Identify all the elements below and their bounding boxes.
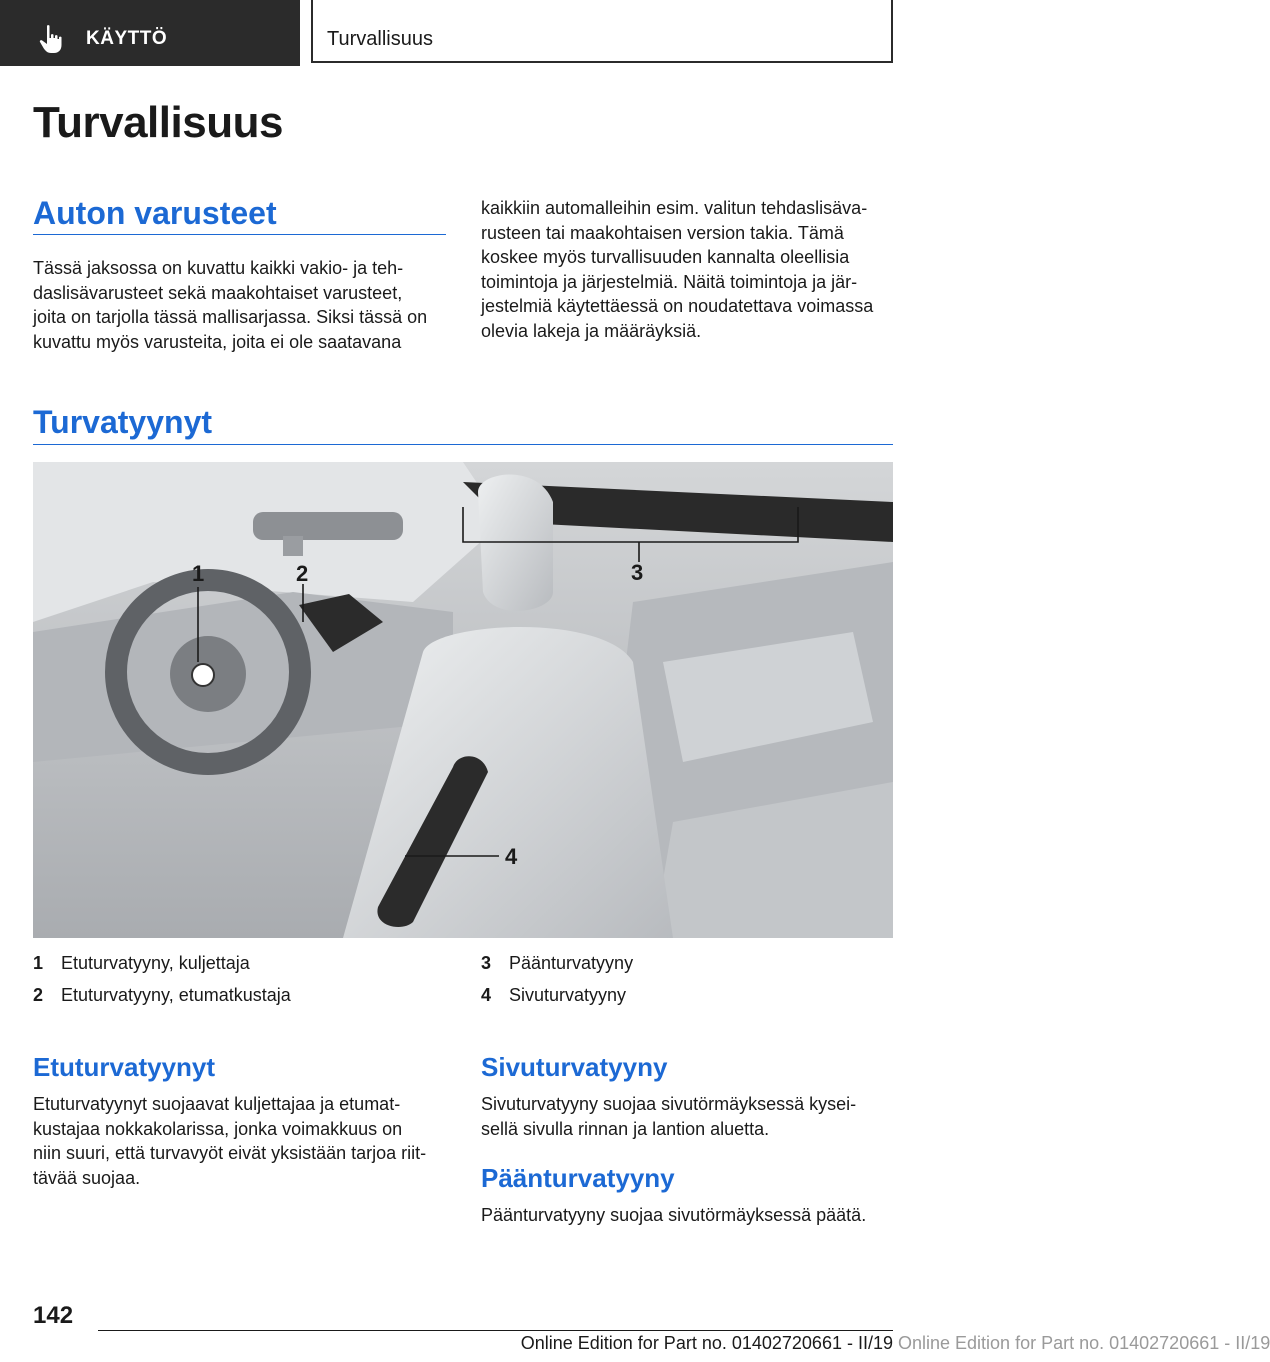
- caption-text: Etuturvatyyny, kuljettaja: [61, 953, 250, 973]
- front-airbags-text: [33, 1092, 458, 1190]
- side-airbag-heading: Sivuturvatyyny: [481, 1052, 668, 1082]
- callout-1: 1: [192, 561, 205, 586]
- airbag-figure: [33, 462, 893, 938]
- footer-edition-text: Online Edition for Part no. 01402720661 - II/19: [520, 1333, 893, 1353]
- head-airbag-heading: Päänturvatyyny: [481, 1163, 675, 1193]
- equipment-rule: [33, 234, 446, 235]
- page-number: 142: [33, 1302, 74, 1329]
- caption-number: 3: [481, 953, 492, 973]
- airbags-rule: [33, 444, 893, 445]
- footer-rule: [98, 1330, 893, 1331]
- caption-text: Sivuturvatyyny: [509, 985, 627, 1005]
- text-line: Sivuturvatyyny suojaa sivutörmäyksessä kysei-: [481, 1094, 857, 1114]
- text-line: joita on tarjolla tässä mallisarjassa. Siksi tässä on: [33, 307, 428, 327]
- front-airbags-heading: Etuturvatyynyt: [33, 1052, 216, 1082]
- text-line: daslisävarusteet sekä maakohtaiset varusteet,: [33, 282, 403, 303]
- caption-number: 1: [33, 953, 44, 973]
- text-line: rusteen tai maakohtaisen version takia. Tämä: [481, 222, 844, 243]
- text-line: sellä sivulla rinnan ja lantion aluetta.: [481, 1118, 770, 1139]
- text-line: kaikkiin automalleihin esim. valitun tehdaslisäva-: [481, 198, 868, 218]
- text-line: kuvattu myös varusteita, joita ei ole saatavana: [33, 331, 402, 352]
- text-line: jestelmiä käytettäessä on noudatettava voimassa: [481, 296, 874, 316]
- header-chapter-label: Turvallisuus: [327, 28, 433, 50]
- text-line: Etuturvatyynyt suojaavat kuljettajaa ja etumat-: [33, 1094, 401, 1114]
- footer-watermark: Online Edition for Part no. 01402720661 - II/19: [898, 1333, 1270, 1353]
- equipment-text-right: [481, 196, 901, 343]
- text-line: kustajaa nokkakolarissa, jonka voimakkuus on: [33, 1118, 403, 1139]
- page-title: Turvallisuus: [33, 98, 283, 147]
- equipment-heading: Auton varusteet: [33, 195, 277, 231]
- airbags-heading: Turvatyynyt: [33, 404, 213, 440]
- pointing-hand-icon: [38, 24, 66, 54]
- header-section-label: KÄYTTÖ: [86, 28, 168, 49]
- callout-3: 3: [631, 560, 644, 585]
- side-airbag-text: [481, 1092, 901, 1141]
- callout-2: 2: [296, 561, 309, 586]
- caption-number: 2: [33, 985, 44, 1005]
- text-line: koskee myös turvallisuuden kannalta oleellisia: [481, 247, 850, 267]
- equipment-text-left: [33, 256, 453, 354]
- text-line: niin suuri, että turvavyöt eivät yksistään tarjoa riit-: [33, 1143, 427, 1163]
- text-line: toimintoja ja järjestelmiä. Näitä toimintoja ja jär-: [481, 271, 858, 292]
- header-chapter-tab[interactable]: [311, 0, 893, 63]
- header-section-tab[interactable]: [0, 0, 300, 66]
- caption-text: Päänturvatyyny: [509, 953, 634, 973]
- caption-text: Etuturvatyyny, etumatkustaja: [61, 985, 291, 1005]
- callout-4: 4: [505, 844, 518, 869]
- head-airbag-text: [481, 1203, 901, 1228]
- text-line: olevia lakeja ja määräyksiä.: [481, 320, 702, 341]
- caption-number: 4: [481, 985, 492, 1005]
- car-interior-illustration: [33, 462, 893, 938]
- text-line: tävää suojaa.: [33, 1167, 141, 1188]
- text-line: Tässä jaksossa on kuvattu kaikki vakio- ja teh-: [33, 258, 404, 278]
- text-line: Päänturvatyyny suojaa sivutörmäyksessä päätä.: [481, 1205, 867, 1225]
